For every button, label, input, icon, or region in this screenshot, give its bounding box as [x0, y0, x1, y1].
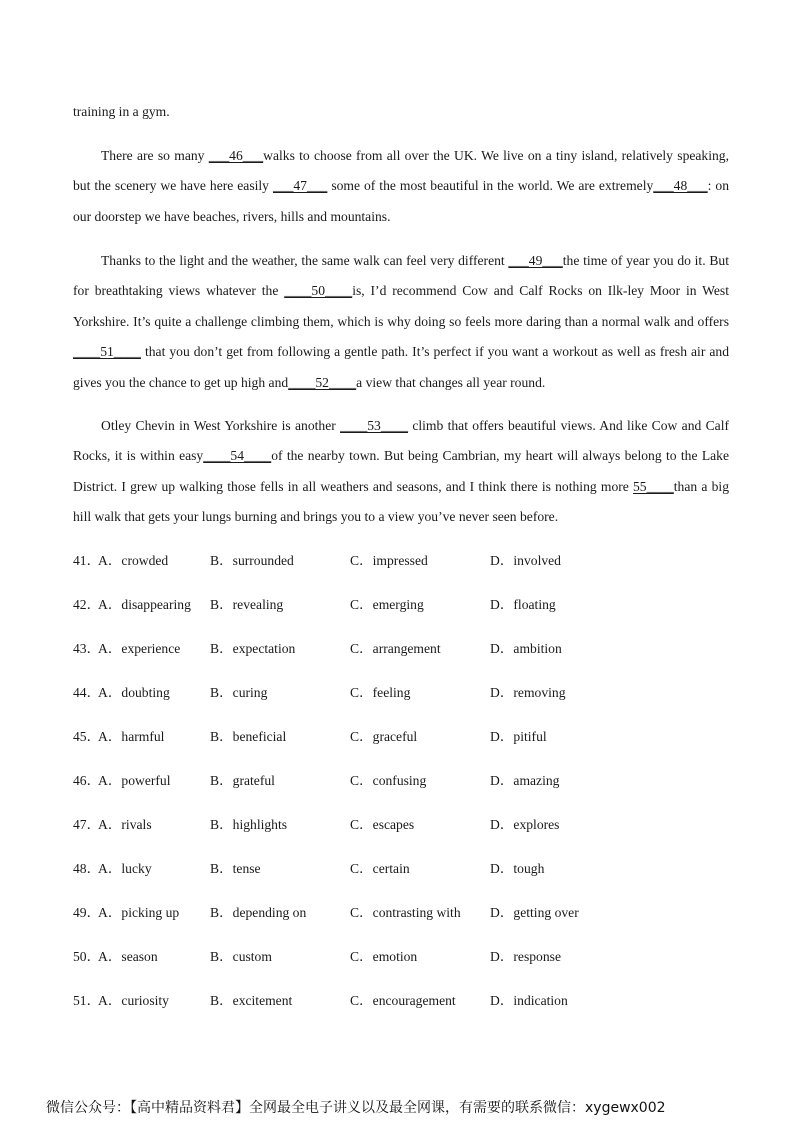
passage-text: walks to choose from all over the UK. We live on a tiny island, relatively speaking, but the scenery we have here easily: [73, 148, 729, 194]
passage-text: : on our doorstep we have beaches, rivers, hills and mountains.: [73, 178, 729, 224]
option-c: C．emerging: [350, 597, 424, 612]
question-number: 41．: [73, 553, 101, 568]
question-number: 48．: [73, 861, 101, 876]
passage-text: climb that offers beautiful views. And like Cow and Calf Rocks, it is within easy: [73, 418, 729, 464]
question-number: 50．: [73, 949, 101, 964]
option-c: C．encouragement: [350, 993, 456, 1008]
question-number: 45．: [73, 729, 101, 744]
passage-paragraph-2: [73, 246, 729, 398]
question-number: 42．: [73, 597, 101, 612]
question-number: 44．: [73, 685, 101, 700]
option-b: B．beneficial: [210, 729, 287, 744]
passage-text: than a big hill walk that gets your lungs burning and brings you to a view you’ve never seen before.: [73, 478, 729, 525]
option-a: A．crowded: [98, 553, 169, 568]
answer-blank: ____54____: [203, 448, 272, 464]
option-c: C．escapes: [350, 817, 415, 832]
option-d: D．ambition: [490, 641, 562, 656]
answer-blank: ___48___: [653, 178, 708, 194]
answer-blank: ___49___: [508, 253, 563, 268]
option-b: B．highlights: [210, 817, 288, 832]
option-c: C．impressed: [350, 553, 428, 568]
option-b: B．surrounded: [210, 553, 294, 568]
passage-text: a view that changes all year round.: [356, 374, 546, 390]
answer-blank: ____50____: [284, 283, 353, 299]
answer-blank: ____51____: [73, 344, 141, 360]
passage-paragraph-1: [73, 141, 729, 232]
option-d: D．removing: [490, 685, 566, 700]
option-d: D．tough: [490, 861, 545, 876]
option-b: B．depending on: [210, 905, 307, 920]
option-c: C．feeling: [350, 685, 411, 700]
option-a: A．lucky: [98, 861, 152, 876]
question-number: 51．: [73, 993, 101, 1008]
passage-text: that you don’t get from following a gentle path. It’s perfect if you want a workout as well as fresh air and gives you the chance to get up high and: [73, 344, 729, 390]
option-d: D．getting over: [490, 905, 579, 920]
passage-paragraph-3: [73, 411, 729, 533]
footer-contact-note: 微信公众号：【高中精品资料君】全网最全电子讲义以及最全网课，有需要的联系微信：xygewx002: [46, 1100, 666, 1116]
option-a: A．harmful: [98, 729, 165, 744]
question-number: 49．: [73, 905, 101, 920]
answer-blank: ___47___: [272, 178, 328, 194]
option-a: A．doubting: [98, 685, 170, 700]
option-d: D．pitiful: [490, 729, 547, 744]
question-number: 46．: [73, 773, 101, 788]
passage-text: There are so many: [101, 148, 209, 163]
answer-blank: ___46___: [208, 148, 264, 163]
question-number: 47．: [73, 817, 101, 832]
option-a: A．season: [98, 949, 158, 964]
option-b: B．revealing: [210, 597, 284, 612]
option-c: C．contrasting with: [350, 905, 461, 920]
option-b: B．expectation: [210, 641, 296, 656]
option-d: D．response: [490, 949, 561, 964]
option-a: A．powerful: [98, 773, 171, 788]
option-c: C．arrangement: [350, 641, 441, 656]
option-b: B．tense: [210, 861, 261, 876]
option-d: D．amazing: [490, 773, 560, 788]
option-b: B．curing: [210, 685, 268, 700]
question-number: 43．: [73, 641, 101, 656]
option-c: C．emotion: [350, 949, 418, 964]
answer-blank: 55____: [633, 478, 674, 494]
option-d: D．floating: [490, 597, 556, 612]
passage-text: Thanks to the light and the weather, the same walk can feel very different: [101, 253, 509, 268]
option-a: A．disappearing: [98, 597, 191, 612]
option-c: C．confusing: [350, 773, 427, 788]
passage-text: of the nearby town. But being Cambrian, my heart will always belong to the Lake District. I grew up walking those fells in all weathers and seasons, and I think there is nothing more: [73, 448, 729, 494]
option-a: A．curiosity: [98, 993, 169, 1008]
option-c: C．graceful: [350, 729, 418, 744]
passage-text: Otley Chevin in West Yorkshire is another: [101, 418, 341, 433]
option-b: B．custom: [210, 949, 272, 964]
answer-blank: ____53____: [340, 418, 409, 433]
option-c: C．certain: [350, 861, 410, 876]
passage-fragment: training in a gym.: [73, 104, 170, 119]
passage-text: the time of year you do it. But for breathtaking views whatever the: [73, 253, 729, 299]
option-a: A．rivals: [98, 817, 152, 832]
option-a: A．picking up: [98, 905, 180, 920]
option-d: D．explores: [490, 817, 560, 832]
option-a: A．experience: [98, 641, 181, 656]
option-b: B．grateful: [210, 773, 275, 788]
option-d: D．involved: [490, 553, 561, 568]
option-d: D．indication: [490, 993, 568, 1008]
answer-blank: ____52____: [288, 374, 357, 390]
option-b: B．excitement: [210, 993, 293, 1008]
passage-text: is, I’d recommend Cow and Calf Rocks on Ilk-ley Moor in West Yorkshire. It’s quite a challenge climbing them, which is why doing so feels more daring than a normal walk and offers: [73, 283, 729, 329]
passage-text: some of the most beautiful in the world. We are extremely: [327, 178, 654, 194]
